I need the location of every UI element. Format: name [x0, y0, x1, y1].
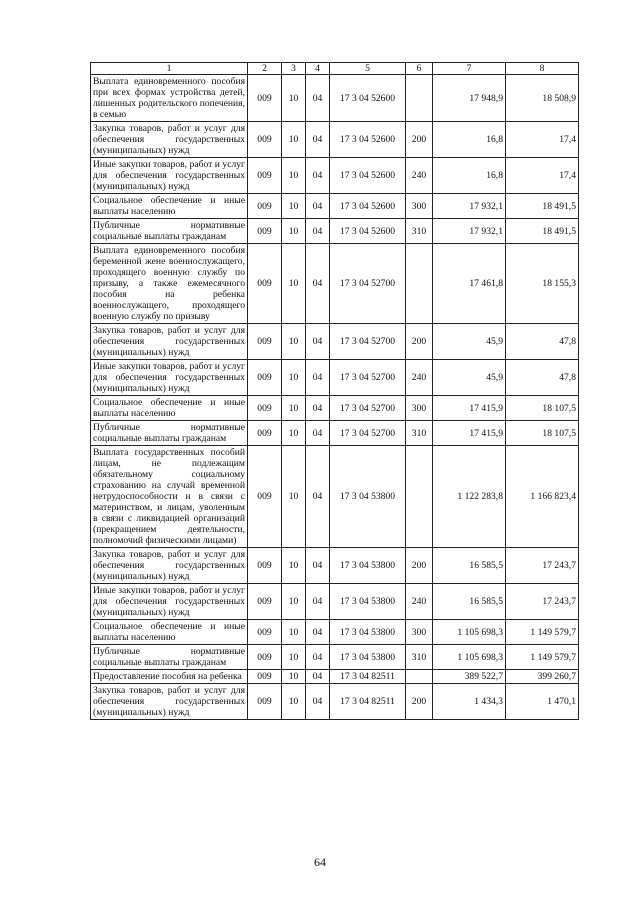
row-name-cell: Закупка товаров, работ и услуг для обеспечения государственных (муниципальных) нужд	[91, 548, 248, 584]
expense-type-cell: 240	[406, 158, 433, 194]
ministry-code-cell: 009	[248, 219, 282, 244]
table-row	[91, 645, 579, 670]
target-article-cell: 17 3 04 52700	[330, 396, 406, 421]
subsection-cell: 04	[306, 446, 330, 548]
table-row	[91, 446, 579, 548]
expense-type-cell: 300	[406, 620, 433, 645]
target-article-cell: 17 3 04 53800	[330, 446, 406, 548]
amount-year1-cell: 16 585,5	[433, 584, 506, 620]
expense-type-cell	[406, 446, 433, 548]
expense-type-cell: 200	[406, 324, 433, 360]
amount-year1-cell: 1 105 698,3	[433, 645, 506, 670]
amount-year1-cell: 17 932,1	[433, 219, 506, 244]
row-name-cell: Закупка товаров, работ и услуг для обеспечения государственных (муниципальных) нужд	[91, 122, 248, 158]
amount-year2-cell: 18 107,5	[506, 396, 579, 421]
amount-year2-cell: 17,4	[506, 158, 579, 194]
amount-year1-cell: 17 932,1	[433, 194, 506, 219]
amount-year2-cell: 47,8	[506, 360, 579, 396]
target-article-cell: 17 3 04 52600	[330, 122, 406, 158]
subsection-cell: 04	[306, 219, 330, 244]
expense-type-cell: 300	[406, 194, 433, 219]
amount-year1-cell: 1 122 283,8	[433, 446, 506, 548]
amount-year2-cell: 399 260,7	[506, 670, 579, 684]
row-name-cell: Закупка товаров, работ и услуг для обеспечения государственных (муниципальных) нужд	[91, 684, 248, 720]
target-article-cell: 17 3 04 52700	[330, 421, 406, 446]
header-cell: 2	[248, 63, 282, 75]
ministry-code-cell: 009	[248, 421, 282, 446]
target-article-cell: 17 3 04 82511	[330, 670, 406, 684]
target-article-cell: 17 3 04 52600	[330, 158, 406, 194]
ministry-code-cell: 009	[248, 446, 282, 548]
amount-year1-cell: 17 415,9	[433, 421, 506, 446]
table-row	[91, 360, 579, 396]
section-cell: 10	[282, 75, 306, 122]
section-cell: 10	[282, 620, 306, 645]
subsection-cell: 04	[306, 244, 330, 324]
target-article-cell: 17 3 04 82511	[330, 684, 406, 720]
table-row	[91, 75, 579, 122]
target-article-cell: 17 3 04 52700	[330, 324, 406, 360]
section-cell: 10	[282, 421, 306, 446]
ministry-code-cell: 009	[248, 645, 282, 670]
section-cell: 10	[282, 360, 306, 396]
header-cell: 7	[433, 63, 506, 75]
ministry-code-cell: 009	[248, 548, 282, 584]
header-cell: 1	[91, 63, 248, 75]
table-row	[91, 244, 579, 324]
ministry-code-cell: 009	[248, 396, 282, 421]
row-name-cell: Социальное обеспечение и иные выплаты населению	[91, 396, 248, 421]
amount-year2-cell: 18 155,3	[506, 244, 579, 324]
amount-year2-cell: 17 243,7	[506, 584, 579, 620]
row-name-cell: Предоставление пособия на ребенка	[91, 670, 248, 684]
amount-year1-cell: 16,8	[433, 158, 506, 194]
amount-year2-cell: 18 508,9	[506, 75, 579, 122]
subsection-cell: 04	[306, 75, 330, 122]
table-row	[91, 620, 579, 645]
budget-table	[90, 62, 579, 720]
table-body	[91, 75, 579, 720]
table-row	[91, 684, 579, 720]
row-name-cell: Социальное обеспечение и иные выплаты населению	[91, 620, 248, 645]
subsection-cell: 04	[306, 360, 330, 396]
amount-year2-cell: 18 491,5	[506, 219, 579, 244]
amount-year1-cell: 45,9	[433, 324, 506, 360]
subsection-cell: 04	[306, 620, 330, 645]
section-cell: 10	[282, 584, 306, 620]
target-article-cell: 17 3 04 52700	[330, 244, 406, 324]
amount-year1-cell: 17 461,8	[433, 244, 506, 324]
ministry-code-cell: 009	[248, 584, 282, 620]
row-name-cell: Публичные нормативные социальные выплаты гражданам	[91, 219, 248, 244]
expense-type-cell	[406, 75, 433, 122]
target-article-cell: 17 3 04 52600	[330, 75, 406, 122]
subsection-cell: 04	[306, 158, 330, 194]
amount-year2-cell: 47,8	[506, 324, 579, 360]
table-row	[91, 670, 579, 684]
ministry-code-cell: 009	[248, 194, 282, 219]
header-cell: 6	[406, 63, 433, 75]
ministry-code-cell: 009	[248, 684, 282, 720]
ministry-code-cell: 009	[248, 324, 282, 360]
table-row	[91, 324, 579, 360]
subsection-cell: 04	[306, 670, 330, 684]
amount-year1-cell: 389 522,7	[433, 670, 506, 684]
amount-year2-cell: 17 243,7	[506, 548, 579, 584]
expense-type-cell: 200	[406, 122, 433, 158]
amount-year1-cell: 1 105 698,3	[433, 620, 506, 645]
amount-year2-cell: 1 166 823,4	[506, 446, 579, 548]
ministry-code-cell: 009	[248, 620, 282, 645]
section-cell: 10	[282, 158, 306, 194]
amount-year2-cell: 1 149 579,7	[506, 620, 579, 645]
amount-year1-cell: 45,9	[433, 360, 506, 396]
amount-year1-cell: 16 585,5	[433, 548, 506, 584]
section-cell: 10	[282, 396, 306, 421]
row-name-cell: Социальное обеспечение и иные выплаты населению	[91, 194, 248, 219]
header-cell: 5	[330, 63, 406, 75]
subsection-cell: 04	[306, 684, 330, 720]
section-cell: 10	[282, 548, 306, 584]
target-article-cell: 17 3 04 53800	[330, 548, 406, 584]
row-name-cell: Выплата единовременного пособия при всех формах устройства детей, лишенных родительского попечения, в семью	[91, 75, 248, 122]
subsection-cell: 04	[306, 421, 330, 446]
table-row	[91, 219, 579, 244]
row-name-cell: Выплата единовременного пособия беременной жене военнослужащего, проходящего военную службу по призыву, а также ежемесячного пособия на ребенка военнослужащего, проходящего военную службу по призыву	[91, 244, 248, 324]
row-name-cell: Публичные нормативные социальные выплаты гражданам	[91, 645, 248, 670]
target-article-cell: 17 3 04 52600	[330, 194, 406, 219]
section-cell: 10	[282, 219, 306, 244]
table-row	[91, 548, 579, 584]
ministry-code-cell: 009	[248, 244, 282, 324]
amount-year2-cell: 1 470,1	[506, 684, 579, 720]
target-article-cell: 17 3 04 52600	[330, 219, 406, 244]
section-cell: 10	[282, 122, 306, 158]
expense-type-cell: 200	[406, 548, 433, 584]
expense-type-cell: 240	[406, 584, 433, 620]
subsection-cell: 04	[306, 194, 330, 219]
ministry-code-cell: 009	[248, 75, 282, 122]
expense-type-cell	[406, 244, 433, 324]
target-article-cell: 17 3 04 53800	[330, 645, 406, 670]
expense-type-cell: 310	[406, 219, 433, 244]
expense-type-cell: 310	[406, 645, 433, 670]
header-cell: 4	[306, 63, 330, 75]
table-row	[91, 584, 579, 620]
ministry-code-cell: 009	[248, 670, 282, 684]
table-row	[91, 122, 579, 158]
row-name-cell: Выплата государственных пособий лицам, не подлежащим обязательному социальному страхованию на случай временной нетрудоспособности и в связи с материнством, и лицам, уволенным в связи с ликвидацией организаций (прекращением деятельности, полномочий физическими лицами)	[91, 446, 248, 548]
ministry-code-cell: 009	[248, 360, 282, 396]
target-article-cell: 17 3 04 52700	[330, 360, 406, 396]
subsection-cell: 04	[306, 122, 330, 158]
section-cell: 10	[282, 645, 306, 670]
table-row	[91, 396, 579, 421]
row-name-cell: Иные закупки товаров, работ и услуг для обеспечения государственных (муниципальных) нужд	[91, 584, 248, 620]
expense-type-cell: 240	[406, 360, 433, 396]
target-article-cell: 17 3 04 53800	[330, 620, 406, 645]
row-name-cell: Закупка товаров, работ и услуг для обеспечения государственных (муниципальных) нужд	[91, 324, 248, 360]
ministry-code-cell: 009	[248, 122, 282, 158]
header-cell: 3	[282, 63, 306, 75]
amount-year2-cell: 18 107,5	[506, 421, 579, 446]
row-name-cell: Иные закупки товаров, работ и услуг для обеспечения государственных (муниципальных) нужд	[91, 360, 248, 396]
subsection-cell: 04	[306, 396, 330, 421]
amount-year1-cell: 17 948,9	[433, 75, 506, 122]
table-header-row	[91, 63, 579, 75]
section-cell: 10	[282, 446, 306, 548]
row-name-cell: Иные закупки товаров, работ и услуг для обеспечения государственных (муниципальных) нужд	[91, 158, 248, 194]
section-cell: 10	[282, 194, 306, 219]
amount-year2-cell: 18 491,5	[506, 194, 579, 219]
table-row	[91, 421, 579, 446]
section-cell: 10	[282, 324, 306, 360]
expense-type-cell: 310	[406, 421, 433, 446]
subsection-cell: 04	[306, 548, 330, 584]
table-row	[91, 158, 579, 194]
amount-year1-cell: 1 434,3	[433, 684, 506, 720]
expense-type-cell	[406, 670, 433, 684]
expense-type-cell: 300	[406, 396, 433, 421]
amount-year2-cell: 17,4	[506, 122, 579, 158]
ministry-code-cell: 009	[248, 158, 282, 194]
subsection-cell: 04	[306, 645, 330, 670]
section-cell: 10	[282, 244, 306, 324]
subsection-cell: 04	[306, 324, 330, 360]
page-number: 64	[314, 855, 326, 869]
header-cell: 8	[506, 63, 579, 75]
row-name-cell: Публичные нормативные социальные выплаты гражданам	[91, 421, 248, 446]
subsection-cell: 04	[306, 584, 330, 620]
target-article-cell: 17 3 04 53800	[330, 584, 406, 620]
section-cell: 10	[282, 670, 306, 684]
expense-type-cell: 200	[406, 684, 433, 720]
amount-year1-cell: 17 415,9	[433, 396, 506, 421]
table-row	[91, 194, 579, 219]
amount-year1-cell: 16,8	[433, 122, 506, 158]
amount-year2-cell: 1 149 579,7	[506, 645, 579, 670]
section-cell: 10	[282, 684, 306, 720]
